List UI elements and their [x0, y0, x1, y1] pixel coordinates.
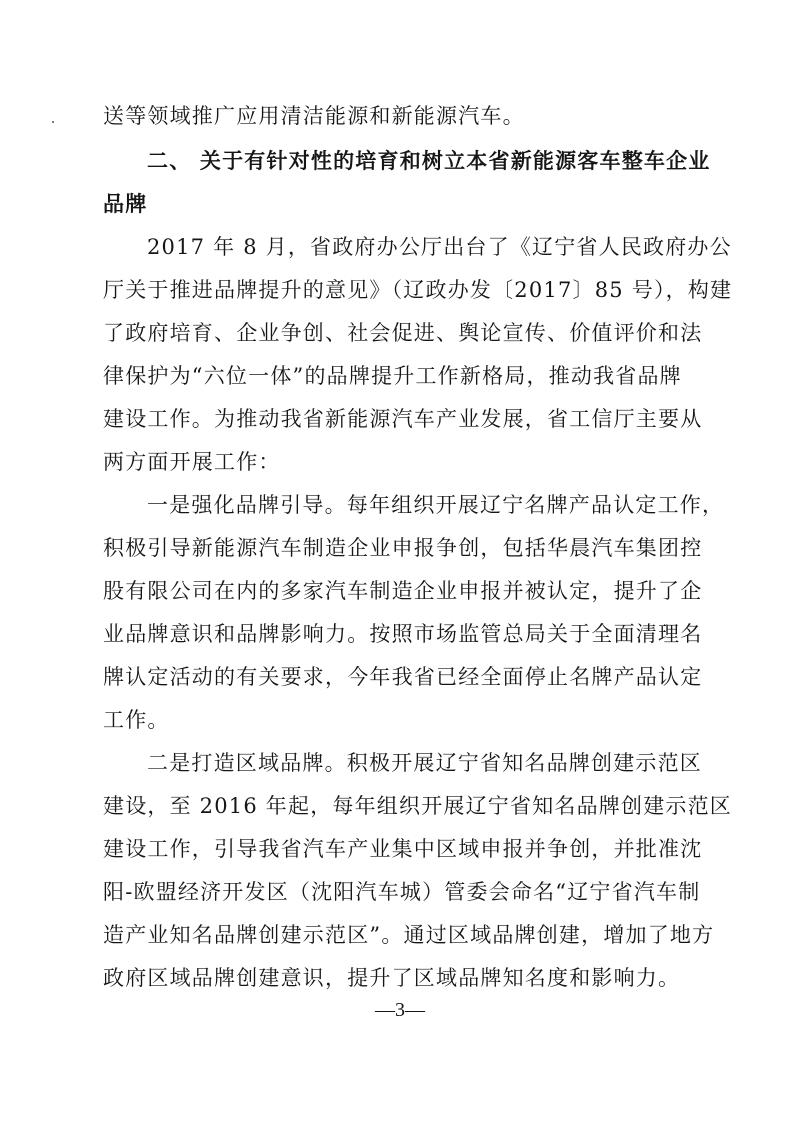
- paragraph-2-line: 股有限公司在内的多家汽车制造企业申报并被认定，提升了企: [103, 579, 703, 603]
- paragraph-3-line: 二是打造区域品牌。积极开展辽宁省知名品牌创建示范区: [147, 751, 702, 775]
- paragraph-1-line: 厅关于推进品牌提升的意见》（辽政办发〔2017〕85 号），构建: [103, 278, 733, 302]
- paragraph-1-line: 律保护为“六位一体”的品牌提升工作新格局，推动我省品牌: [103, 364, 682, 388]
- paragraph-1-line: 2017 年 8 月，省政府办公厅出台了《辽宁省人民政府办公: [147, 235, 732, 259]
- paragraph-3-line: 阳-欧盟经济开发区（沈阳汽车城）管委会命名“辽宁省汽车制: [103, 880, 701, 904]
- paragraph-2-line: 一是强化品牌引导。每年组织开展辽宁名牌产品认定工作，: [147, 493, 725, 517]
- paragraph-1-line: 建设工作。为推动我省新能源汽车产业发展，省工信厅主要从: [103, 407, 703, 431]
- paragraph-2-line: 积极引导新能源汽车制造企业申报争创，包括华晨汽车集团控: [103, 536, 703, 560]
- section-heading-line-2: 品牌: [103, 192, 148, 216]
- paragraph-2-line: 牌认定活动的有关要求，今年我省已经全面停止名牌产品认定: [103, 665, 703, 689]
- paragraph-1-line: 两方面开展工作：: [103, 450, 281, 474]
- paragraph-3-line: 建设工作，引导我省汽车产业集中区域申报并争创，并批准沈: [103, 837, 703, 861]
- paragraph-3-line: 造产业知名品牌创建示范区”。通过区域品牌创建，增加了地方: [103, 923, 715, 947]
- scan-speck: [52, 121, 54, 123]
- intro-tail-line: 送等领域推广应用清洁能源和新能源汽车。: [103, 104, 525, 128]
- paragraph-3-line: 政府区域品牌创建意识，提升了区域品牌知名度和影响力。: [103, 966, 681, 990]
- paragraph-3-line: 建设，至 2016 年起，每年组织开展辽宁省知名品牌创建示范区: [103, 794, 732, 818]
- paragraph-1-line: 了政府培育、企业争创、社会促进、舆论宣传、价值评价和法: [103, 321, 703, 345]
- paragraph-2-line: 工作。: [103, 708, 170, 732]
- section-heading-line-1: 二、 关于有针对性的培育和树立本省新能源客车整车企业: [147, 149, 711, 173]
- page-number: —3—: [375, 999, 425, 1021]
- paragraph-2-line: 业品牌意识和品牌影响力。按照市场监管总局关于全面清理名: [103, 622, 703, 646]
